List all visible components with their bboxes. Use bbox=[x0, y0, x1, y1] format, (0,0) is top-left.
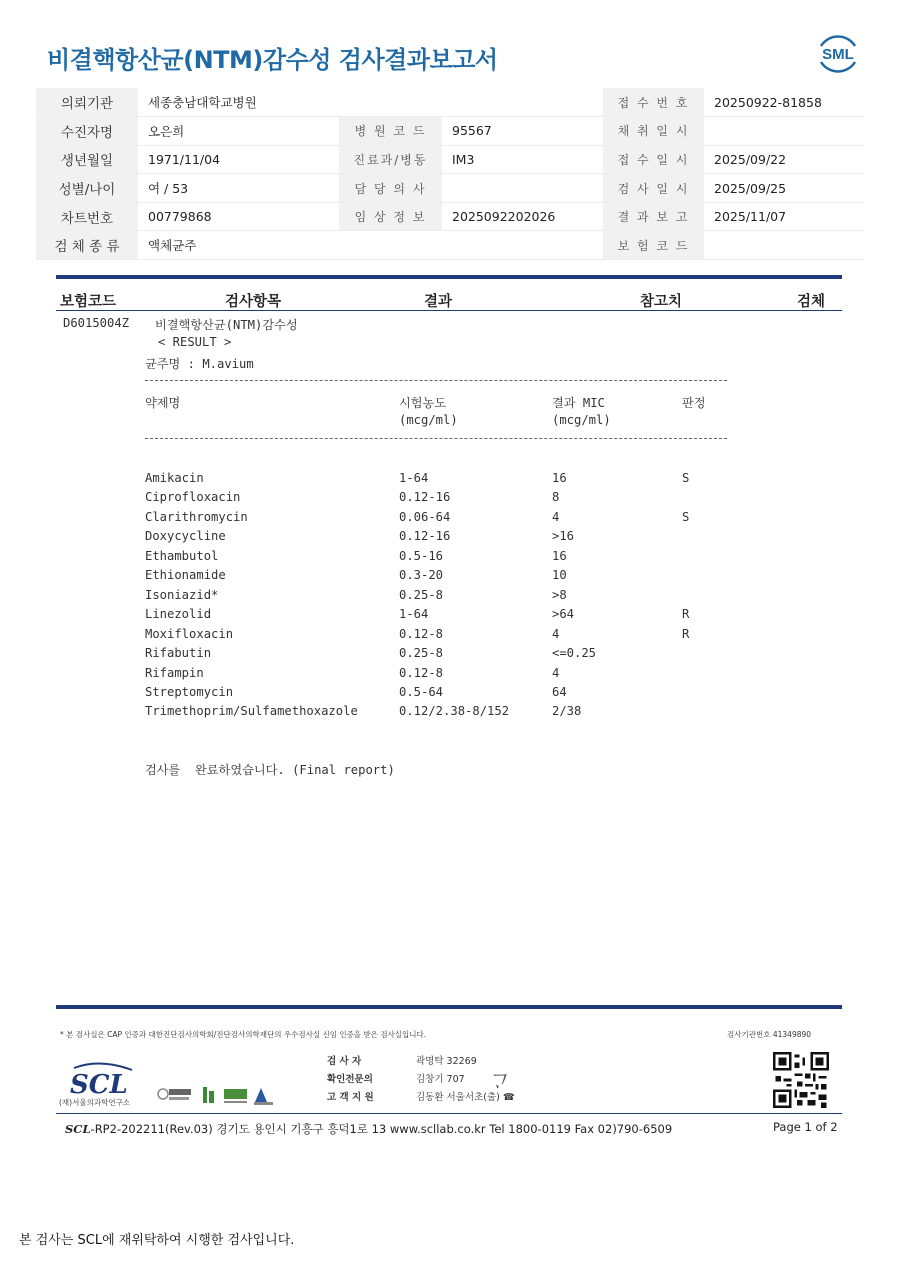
info-label: 접 수 번 호 bbox=[603, 88, 704, 117]
drug-range: 0.12/2.38-8/152 bbox=[399, 704, 510, 719]
drug-mic: 4 bbox=[552, 509, 560, 524]
col-interpretation: 판정 bbox=[682, 396, 706, 410]
info-value: 2025/09/25 bbox=[704, 174, 864, 203]
report-title: 비결핵항산균(NTM)감수성 검사결과보고서 bbox=[47, 46, 498, 74]
signer-value: 김창기 707 bbox=[416, 1074, 465, 1085]
drug-name: Doxycycline bbox=[145, 529, 226, 544]
outsourcing-note: 본 검사는 SCL에 재위탁하여 시행한 검사입니다. bbox=[19, 1233, 295, 1248]
info-label: 보 험 코 드 bbox=[603, 231, 704, 260]
patient-info-table bbox=[36, 88, 864, 260]
scl-caption: (재)서울의과학연구소 bbox=[59, 1098, 131, 1107]
final-report-text: 검사를 완료하였습니다. (Final report) bbox=[145, 763, 395, 777]
signature-mark: ᄀᆞ bbox=[487, 1070, 507, 1094]
drug-row bbox=[0, 568, 900, 587]
divider-dashed bbox=[145, 380, 727, 381]
form-line: -RP2-202211(Rev.03) 경기도 용인시 기흥구 흥덕1로 13 www.scllab.co.kr Tel 1800-0119 Fax 02)790-6509 bbox=[90, 1122, 673, 1136]
page-number: Page 1 of 2 bbox=[773, 1120, 838, 1134]
header-rule bbox=[56, 275, 842, 279]
drug-range: 0.3-20 bbox=[399, 568, 444, 583]
drug-name: Trimethoprim/Sulfamethoxazole bbox=[145, 704, 358, 719]
info-value: 20250922-81858 bbox=[704, 88, 864, 117]
info-value bbox=[442, 174, 603, 203]
info-value: 1971/11/04 bbox=[138, 145, 339, 174]
info-row bbox=[36, 145, 864, 174]
kola-badge-icon bbox=[255, 1088, 267, 1102]
insurance-code-value: D6015004Z bbox=[63, 316, 130, 330]
qr-code bbox=[773, 1052, 829, 1108]
drug-name: Rifampin bbox=[145, 665, 204, 680]
drug-range: 0.12-8 bbox=[399, 665, 444, 680]
info-label: 검 체 종 류 bbox=[36, 231, 138, 260]
drug-row bbox=[0, 704, 900, 723]
info-value: 2025/11/07 bbox=[704, 202, 864, 231]
drug-range: 0.5-16 bbox=[399, 548, 444, 563]
info-label: 차트번호 bbox=[36, 202, 138, 231]
form-prefix: SCL bbox=[65, 1122, 91, 1136]
info-value: 95567 bbox=[442, 117, 603, 146]
drug-range: 0.06-64 bbox=[399, 509, 451, 524]
footer-thin-rule bbox=[56, 1113, 842, 1114]
drug-name: Ethionamide bbox=[145, 568, 226, 583]
info-value: 2025092202026 bbox=[442, 202, 603, 231]
test-name: 비결핵항산균(NTM)감수성 bbox=[155, 318, 298, 332]
header-underline bbox=[56, 310, 842, 311]
info-label: 생년월일 bbox=[36, 145, 138, 174]
lab-number: 검사기관번호 41349890 bbox=[727, 1030, 812, 1039]
drug-row bbox=[0, 529, 900, 548]
lh-badge-icon bbox=[203, 1087, 207, 1103]
cap-badge-icon bbox=[158, 1089, 168, 1099]
drug-row bbox=[0, 627, 900, 646]
info-value: 00779868 bbox=[138, 202, 339, 231]
drug-name: Linezolid bbox=[145, 607, 212, 622]
divider-dashed bbox=[145, 438, 727, 439]
col-header-specimen: 검체 bbox=[797, 294, 826, 310]
col-header-test-item: 검사항목 bbox=[225, 294, 282, 310]
drug-interp: R bbox=[682, 626, 690, 641]
drug-name: Rifabutin bbox=[145, 646, 212, 661]
info-value: IM3 bbox=[442, 145, 603, 174]
drug-range: 0.12-16 bbox=[399, 490, 451, 505]
drug-mic: >64 bbox=[552, 607, 575, 622]
info-label: 검 사 일 시 bbox=[603, 174, 704, 203]
info-value bbox=[704, 231, 864, 260]
drug-mic: >8 bbox=[552, 587, 567, 602]
drug-range: 0.25-8 bbox=[399, 587, 444, 602]
drug-row bbox=[0, 588, 900, 607]
info-label: 채 취 일 시 bbox=[603, 117, 704, 146]
accreditation-badges bbox=[155, 1082, 280, 1108]
info-value bbox=[704, 117, 864, 146]
drug-mic: 16 bbox=[552, 548, 567, 563]
info-value: 오은희 bbox=[138, 117, 339, 146]
info-label: 담 당 의 사 bbox=[339, 174, 442, 203]
drug-row bbox=[0, 490, 900, 509]
info-row bbox=[36, 117, 864, 146]
info-label: 병 원 코 드 bbox=[339, 117, 442, 146]
drug-mic: 2/38 bbox=[552, 704, 582, 719]
info-row bbox=[36, 202, 864, 231]
drug-mic: 4 bbox=[552, 626, 560, 641]
drug-range: 0.12-8 bbox=[399, 626, 444, 641]
col-header-result: 결과 bbox=[424, 294, 453, 310]
info-row bbox=[36, 231, 864, 260]
drug-interp: R bbox=[682, 607, 690, 622]
drug-mic: 16 bbox=[552, 471, 567, 485]
info-label: 접 수 일 시 bbox=[603, 145, 704, 174]
drug-name: Ethambutol bbox=[145, 548, 219, 563]
col-test-range-unit: (mcg/ml) bbox=[399, 413, 458, 427]
certification-note: * 본 검사실은 CAP 인증과 대한진단검사의학회/진단검사의학재단의 우수검사실 신임 인증을 받은 검사실입니다. bbox=[60, 1030, 427, 1039]
drug-row bbox=[0, 685, 900, 704]
signer-label: 검 사 자 bbox=[327, 1056, 362, 1067]
drug-mic: 4 bbox=[552, 665, 560, 680]
info-label: 성별/나이 bbox=[36, 174, 138, 203]
drug-range: 0.5-64 bbox=[399, 684, 444, 699]
info-value: 여 / 53 bbox=[138, 174, 339, 203]
drug-range: 1-64 bbox=[399, 471, 429, 485]
drug-mic: 64 bbox=[552, 684, 567, 699]
drug-mic: 8 bbox=[552, 490, 560, 505]
drug-range: 1-64 bbox=[399, 607, 429, 622]
drug-mic: >16 bbox=[552, 529, 575, 544]
drug-range: 0.12-16 bbox=[399, 529, 451, 544]
signer-value: 김동환 서울서초(출) ☎ bbox=[416, 1092, 515, 1103]
drug-name: Amikacin bbox=[145, 471, 204, 485]
sml-logo-text: SML bbox=[822, 46, 854, 63]
info-value: 2025/09/22 bbox=[704, 145, 864, 174]
drug-range: 0.25-8 bbox=[399, 646, 444, 661]
signer-value: 곽명탁 32269 bbox=[416, 1056, 477, 1067]
col-mic-unit: (mcg/ml) bbox=[552, 413, 611, 427]
signer-label: 고 객 지 원 bbox=[327, 1092, 374, 1103]
form-info bbox=[65, 1121, 672, 1137]
info-label: 의뢰기관 bbox=[36, 88, 138, 117]
signer-label: 확인전문의 bbox=[327, 1074, 373, 1085]
organism-name: 균주명 : M.avium bbox=[145, 357, 254, 371]
drug-row bbox=[0, 607, 900, 626]
drug-mic: <=0.25 bbox=[552, 646, 597, 661]
info-label: 수진자명 bbox=[36, 117, 138, 146]
col-test-range: 시험농도 bbox=[399, 396, 447, 410]
col-drug-name: 약제명 bbox=[145, 396, 181, 410]
drug-interp: S bbox=[682, 509, 690, 524]
info-label: 결 과 보 고 bbox=[603, 202, 704, 231]
col-mic: 결과 MIC bbox=[552, 396, 605, 410]
drug-name: Isoniazid* bbox=[145, 587, 219, 602]
drug-row bbox=[0, 646, 900, 665]
drug-name: Clarithromycin bbox=[145, 509, 248, 524]
drug-name: Moxifloxacin bbox=[145, 626, 234, 641]
drug-row bbox=[0, 549, 900, 568]
info-label: 진료과/병동 bbox=[339, 145, 442, 174]
info-row bbox=[36, 174, 864, 203]
col-header-reference: 참고치 bbox=[640, 294, 683, 310]
drug-row bbox=[0, 471, 900, 490]
drug-mic: 10 bbox=[552, 568, 567, 583]
info-label: 임 상 정 보 bbox=[339, 202, 442, 231]
drug-row bbox=[0, 666, 900, 685]
col-header-insurance-code: 보험코드 bbox=[60, 294, 117, 310]
scl-logo-text: SCL bbox=[70, 1070, 128, 1100]
drug-name: Streptomycin bbox=[145, 684, 234, 699]
footer-rule bbox=[56, 1005, 842, 1009]
drug-interp: S bbox=[682, 471, 690, 485]
drug-name: Ciprofloxacin bbox=[145, 490, 241, 505]
info-value: 액체균주 bbox=[138, 231, 603, 260]
info-value: 세종충남대학교병원 bbox=[138, 88, 603, 117]
drug-row bbox=[0, 510, 900, 529]
eqa-badge-icon bbox=[224, 1089, 247, 1099]
result-tag: < RESULT > bbox=[158, 335, 232, 349]
sml-logo bbox=[813, 30, 863, 76]
info-row bbox=[36, 88, 864, 117]
